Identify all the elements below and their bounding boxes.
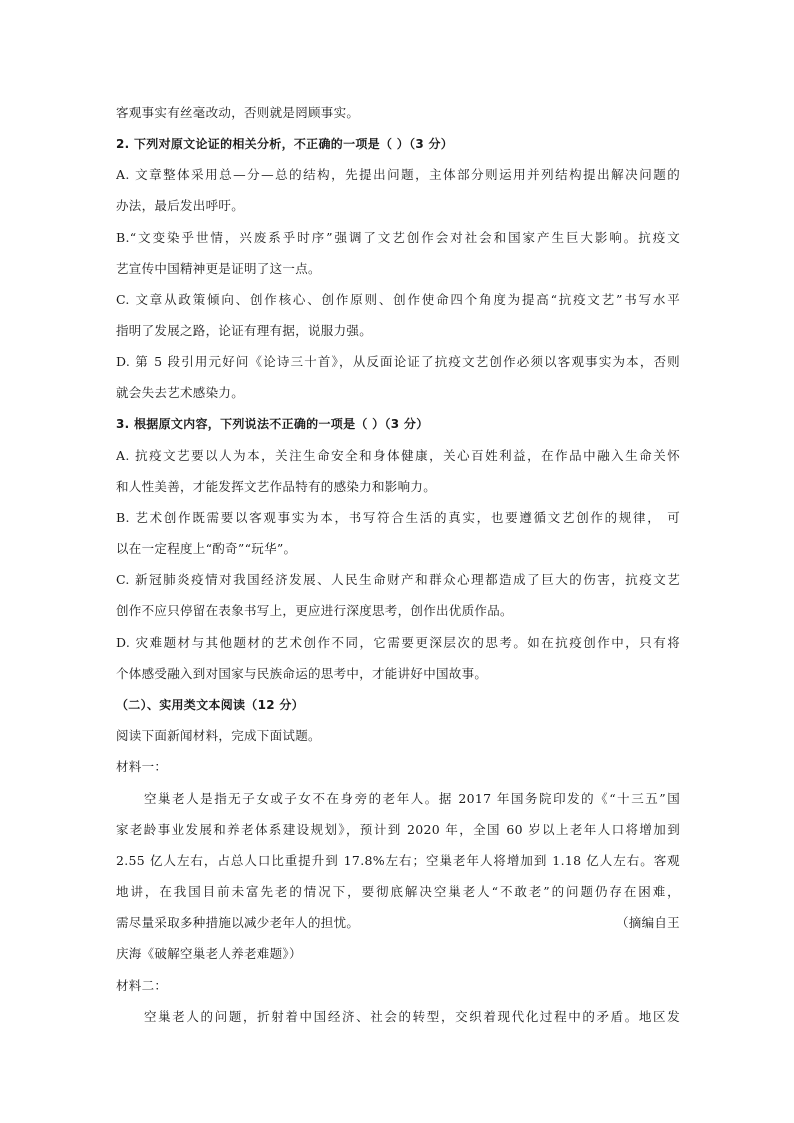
text-line: 和人性美善，才能发挥文艺作品特有的感染力和影响力。 [116,479,437,494]
material-one-label: 材料一： [116,759,168,774]
paragraph-line: 2.55 亿人左右，占总人口比重提升到 17.8%左右；空巢老年人将增加到 1.18 亿人左右。客观 [116,853,680,868]
paragraph-line: 地讲，在我国目前未富先老的情况下，要彻底解决空巢老人“不敢老”的问题仍存在困难， [116,884,680,899]
question-2-option-a: A. 文章整体采用总—分—总的结构，先提出问题，主体部分则运用并列结构提出解决问题的 [116,167,680,182]
question-3-option-a: A. 抗疫文艺要以人为本，关注生命安全和身体健康，关心百姓利益，在作品中融入生命关怀 [116,448,680,463]
section-heading: （二）、实用类文本阅读（12 分） [116,698,304,712]
text-line: 以在一定程度上“酌奇”“玩华”。 [116,541,297,556]
question-2-stem: 2. 下列对原文论证的相关分析，不正确的一项是（ ）（3 分） [116,137,454,151]
material-two-label: 材料二： [116,978,168,993]
instruction-line: 阅读下面新闻材料，完成下面试题。 [116,728,321,743]
question-3-option-d: D. 灾难题材与其他题材的艺术创作不同，它需要更深层次的思考。如在抗疫创作中，只有将 [116,635,680,650]
paragraph-line: 家老龄事业发展和养老体系建设规划》，预计到 2020 年，全国 60 岁以上老年人口将增加到 [116,822,680,837]
paragraph-line: 空巢老人是指无子女或子女不在身旁的老年人。据 2017 年国务院印发的《“十三五”国 [144,791,680,806]
question-2-option-d: D. 第 5 段引用元好问《论诗三十首》，从反面论证了抗疫文艺创作必须以客观事实为本，否则 [116,354,680,369]
question-3-option-b: B. 艺术创作既需要以客观事实为本，书写符合生活的真实，也要遵循文艺创作的规律， 可 [116,510,680,525]
text-line: 办法，最后发出呼吁。 [116,198,245,213]
question-3-option-c: C. 新冠肺炎疫情对我国经济发展、人民生命财产和群众心理都造成了巨大的伤害，抗疫文艺 [116,572,680,587]
source-citation-cont: 庆海《破解空巢老人养老难题》） [116,946,302,961]
text-line: 指明了发展之路，论证有理有据，说服力强。 [116,323,373,338]
paragraph-line: 需尽量采取多种措施以减少老年人的担忧。 [116,915,360,930]
question-2-option-c: C. 文章从政策倾向、创作核心、创作原则、创作使命四个角度为提高“抗疫文艺”书写水平 [116,292,680,307]
text-line: 艺宣传中国精神更是证明了这一点。 [116,261,321,276]
paragraph-line: 空巢老人的问题，折射着中国经济、社会的转型，交织着现代化过程中的矛盾。地区发 [144,1009,680,1024]
text-line: 创作不应只停留在表象书写上，更应进行深度思考，创作出优质作品。 [116,603,513,618]
question-3-stem: 3. 根据原文内容，下列说法不正确的一项是（ ）（3 分） [116,417,429,431]
question-2-option-b: B.“文变染乎世情，兴废系乎时序”强调了文艺创作会对社会和国家产生巨大影响。抗疫文 [116,230,680,245]
text-line: 个体感受融入到对国家与民族命运的思考中，才能讲好中国故事。 [116,666,488,681]
source-citation: （摘编自王 [615,915,680,930]
text-line: 就会失去艺术感染力。 [116,385,245,400]
text-line: 客观事实有丝毫改动，否则就是罔顾事实。 [116,105,360,120]
